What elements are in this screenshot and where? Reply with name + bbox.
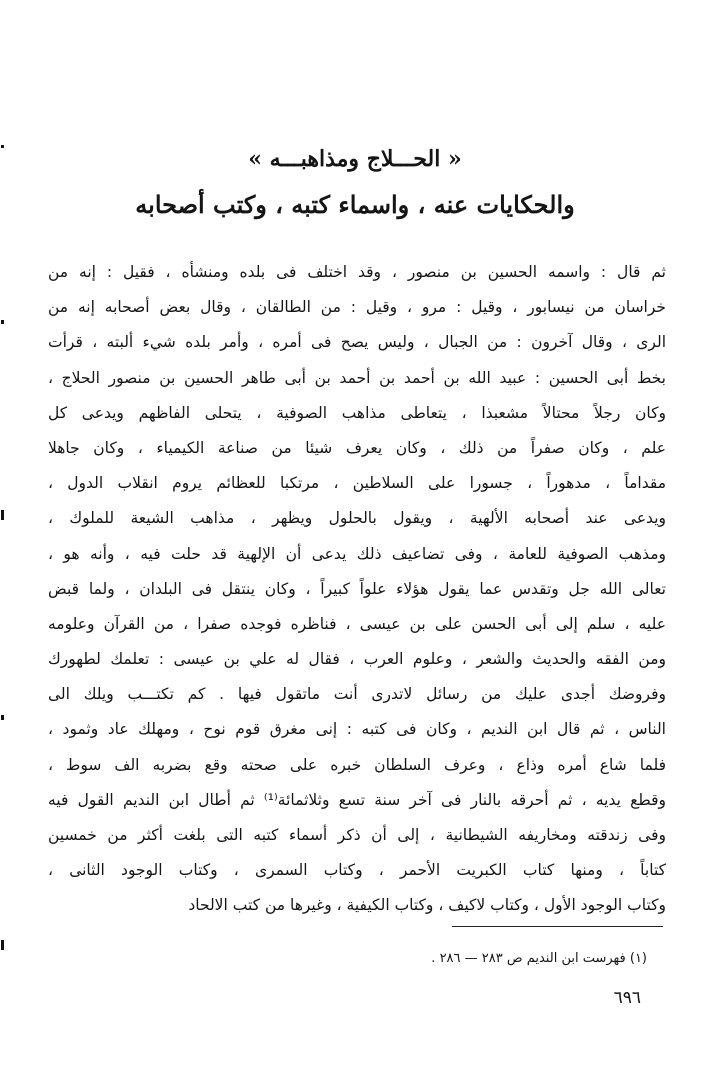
text-line: وفروضك أجدى عليك من رسائل لاتدرى أنت ماتقول فيها . كم تكتـــب ويلك الى (48, 685, 666, 704)
chapter-title: « الحـــلاج ومذاهبـــه » (248, 146, 462, 172)
text-line: مقداماً ، مدهوراً ، جسورا على السلاطين ، مرتكبا للعظائم يروم انقلاب الدول ، (48, 474, 666, 493)
margin-mark (1, 320, 4, 324)
text-line: عليه ، سلم إلى أبى الحسن على بن عيسى ، فناظره فوجده صفرا ، من القرآن وعلومه (48, 614, 666, 633)
text-line: تعالى الله جل وتقدس عما يقول هؤلاء علواً كبيراً ، وكان ينتقل فى البلدان ، ولما قبض (48, 579, 666, 598)
chapter-subtitle: والحكايات عنه ، واسماء كتبه ، وكتب أصحابه (135, 190, 575, 219)
text-line: ويدعى عند أصحابه الألهية ، ويقول بالحلول ويظهر ، مذاهب الشيعة للملوك ، (48, 509, 666, 528)
text-line: ومن الفقه والحديث والشعر ، وعلوم العرب ، فقال له علي بن عيسى : تعلمك لطهورك (48, 650, 666, 669)
text-line: علم ، وكان صفراً من ذلك ، وكان يعرف شيئا من صناعة الكيمياء ، وكان جاهلا (48, 438, 666, 457)
margin-mark (1, 145, 4, 148)
margin-mark (1, 940, 4, 950)
text-line: ومذهب الصوفية للعامة ، وفى تضاعيف ذلك يدعى أن الإلهية قد حلت فيه ، وأنه هو ، (48, 544, 666, 563)
footnote: (١) فهرست ابن النديم ص ٢٨٣ — ٢٨٦ . (431, 951, 647, 966)
text-line: فلما شاع أمره وذاع ، وعرف السلطان خبره على صحته وقع بضربه الف سوط ، (48, 755, 666, 774)
margin-mark (1, 510, 4, 520)
body-text (48, 255, 666, 924)
text-line: الرى ، وقال آخرون : من الجبال ، وليس يصح فى أمره ، وأمر بلده شيء ألبته ، قرأت (48, 333, 666, 352)
text-line: وقطع يديه ، ثم أحرقه بالنار فى آخر سنة تسع وثلاثمائة⁽¹⁾ ثم أطال ابن النديم القول فيه (48, 790, 666, 809)
page-number: ٦٩٦ (613, 988, 641, 1008)
margin-mark (1, 715, 4, 720)
text-line: الناس ، ثم قال ابن النديم ، وكان فى كتبه : إنى مغرق قوم نوح ، ومهلك عاد وثمود ، (48, 720, 666, 739)
text-line: خراسان من نيسابور ، وقيل : مرو ، وقيل : من الطالقان ، وقال بعض أصحابه إنه من (48, 298, 666, 317)
text-line: وفى زندقته ومخاريفه الشيطانية ، إلى أن ذكر أسماء كتبه التى بلغت أكثر من خمسين (48, 826, 666, 844)
text-line: كتاباً ، ومنها كتاب الكبريت الأحمر ، وكتاب السمرى ، وكتاب الوجود الثانى ، (48, 861, 666, 880)
text-line: وكتاب الوجود الأول ، وكتاب لاكيف ، وكتاب الكيفية ، وغيرها من كتب الالحاد (188, 896, 666, 915)
text-line: ثم قال : واسمه الحسين بن منصور ، وقد اختلف فى بلده ومنشأه ، فقيل : إنه من (48, 263, 666, 281)
footnote-divider (452, 926, 663, 927)
text-line: وكان رجلاً محتالاً مشعبذا ، يتعاطى مذاهب الصوفية ، يتحلى الفاظهم ويدعى كل (48, 403, 666, 422)
text-line: بخط أبى الحسين : عبيد الله بن أحمد بن أحمد بن أبى طاهر الحسين بن منصور الحلاج ، (48, 368, 666, 387)
